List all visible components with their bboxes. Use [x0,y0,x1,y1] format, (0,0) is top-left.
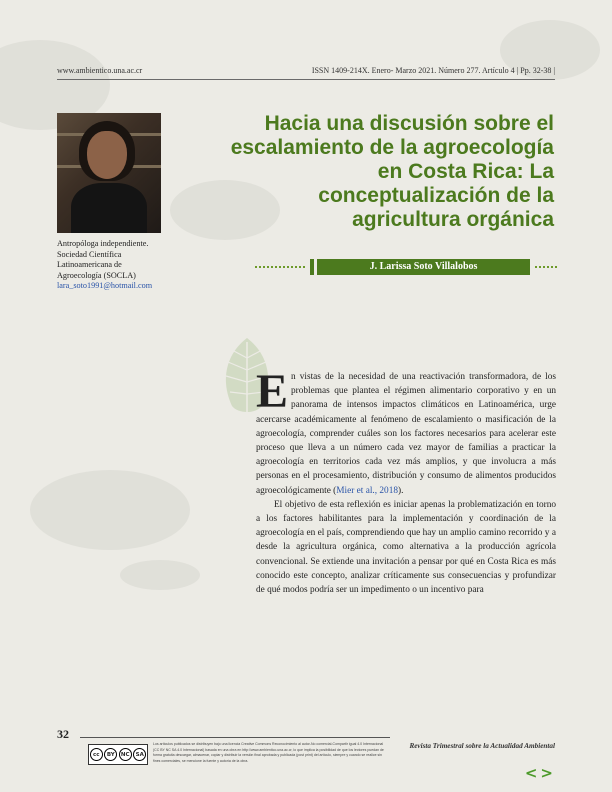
citation-link[interactable]: Mier et al., 2018 [336,485,398,496]
previous-page-icon[interactable]: < [524,764,541,782]
affiliation-line: Latinoamericana de [57,260,122,269]
page-navigation [525,764,556,782]
footer-divider [80,737,390,738]
affiliation-line: Agroecología (SOCLA) [57,270,136,280]
article-body [256,365,556,597]
body-paragraph: El objetivo de esta reflexión es iniciar apenas la problematización en torno a los factores habilitantes para la implementación y coordinación de la agroecología en el país, comprendiendo que hay un amplio camino recorrido y a desde la agricultura orgánica, como alternativa a la producción agrícola convencional. Se extiende una invitación a pensar por qué en Costa Rica es más conocido este concepto, analizar críticamente sus consecuencias y profundizar de qué modos podría ser un impedimento o un incentivo para [256,499,556,596]
license-text: Los artículos publicados se distribuyen bajo una licencia Creative Commons Reconocimiento al autor-No comercial-Compartir igual 4.0 Internacional (CC BY NC SA 4.0 Internacional) basada en una obra en http://www.ambientico.una.ac.cr, lo que implica la posibilidad de que los lectores puedan de forma gratuita descargar, almacenar, copiar y distribuir la versión final aprobada y publicada (post print) del artículo, siempre y cuando se realice sin fines comerciales, se mencione la fuente y autoría de la obra. [153,742,384,763]
author-email-link[interactable]: lara_soto1991@hotmail.com [57,281,153,290]
dotted-divider [255,266,305,268]
site-url[interactable]: www.ambientico.una.ac.cr [57,66,143,75]
background-blob [30,470,190,550]
article-title: Hacia una discusión sobre el escalamiento de la agroecología en Costa Rica: La conceptualización de la agricultura orgánica [230,112,554,231]
header-divider [57,79,555,80]
affiliation-line: Antropóloga independiente. [57,239,149,248]
creative-commons-badge[interactable] [88,744,148,765]
author-name: J. Larissa Soto Villalobos [317,259,530,275]
affiliation-line: Sociedad Científica [57,249,122,259]
page-number: 32 [57,727,69,741]
body-paragraph: En vistas de la necesidad de una reactivación transformadora, de los problemas que plantea el régimen alimentario corporativo y en un panorama de intensos impactos climáticos en Latinoamérica, urge acercarse académicamente al fenómeno de escalamiento o masificación de la agroecología, comprender cuáles son los factores necesarios para acelerar este proceso que lleva a un número cada vez mayor de familias a practicar la agroecología en territorios cada vez más amplios, y que involucra a más personas en el procesamiento, distribución y consumo de alimentos producidos agroecológicamente (Mier et al., 2018). [256,365,556,496]
background-blob [120,560,200,590]
author-affiliation [57,239,177,292]
issn-info: ISSN 1409-214X. Enero- Marzo 2021. Número 277. Artículo 4 | Pp. 32-38 | [311,66,555,75]
author-photo [57,113,161,233]
by-icon: BY [104,748,117,761]
next-page-icon[interactable]: > [540,764,556,782]
accent-stripe [310,259,314,275]
cc-icon: cc [90,748,103,761]
nc-icon: NC [119,748,132,761]
journal-name: Revista Trimestral sobre la Actualidad Ambiental [409,742,555,750]
author-banner [255,259,557,275]
drop-cap: E [256,365,289,418]
sa-icon: SA [133,748,146,761]
dotted-divider [535,266,557,268]
